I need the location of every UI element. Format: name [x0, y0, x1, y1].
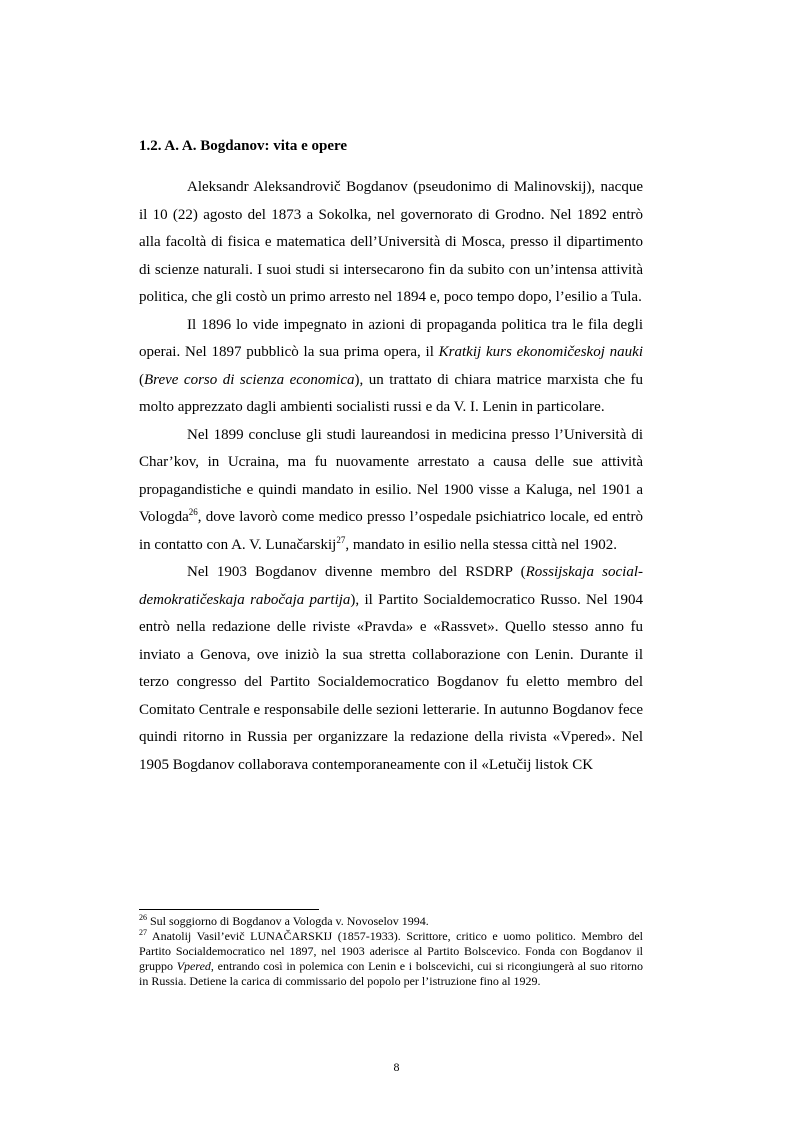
footnote-ref-27[interactable]: 27	[336, 534, 346, 545]
footnote-number: 27	[139, 928, 147, 937]
footnotes	[139, 914, 643, 989]
footnote-number: 26	[139, 913, 147, 922]
footnote-26-text: Sul soggiorno di Bogdanov a Vologda v. Novoselov 1994.	[147, 914, 429, 928]
paragraph-2-text-b: (	[139, 371, 144, 388]
paragraph-2-text-a: Il 1896 lo vide impegnato in azioni di propaganda politica tra le fila degli operai. Nel 1897 pubblicò la sua prima opera, il	[139, 316, 643, 360]
section-heading: 1.2. A. A. Bogdanov: vita e opere	[139, 138, 348, 154]
paragraph-3-text-a: Nel 1899 concluse gli studi laureandosi in medicina presso l’Università di Char’kov, in Ucraina, ma fu nuovamente arrestato a causa delle sue attività propagandistiche e quindi mandato in esilio. Nel 1900 visse a Kaluga, nel 1901 a Vologda	[139, 426, 643, 525]
paragraph-3-text-b: , dove lavorò come medico presso l’ospedale psichiatrico locale, ed entrò in contatto con A. V. Lunačarskij	[139, 509, 643, 553]
paragraph-3-text-c: , mandato in esilio nella stessa città nel 1902.	[345, 536, 617, 553]
body-text	[139, 174, 643, 779]
footnote-27-text-a: Anatolij Vasil’evič LUNAČARSKIJ (1857-1933). Scrittore, critico e uomo politico. Membro del Partito Socialdemocratico nel 1897, nel 1903 aderisce al Partito Bolscevico. Fonda con Bogdanov il gruppo	[139, 929, 643, 973]
paragraph-2-text-c: ), un trattato di chiara matrice marxista che fu molto apprezzato dagli ambienti socialisti russi e da V. I. Lenin in particolare.	[139, 371, 643, 415]
paragraph-1-text: Aleksandr Aleksandrovič Bogdanov (pseudonimo di Malinovskij), nacque il 10 (22) agosto del 1873 a Sokolka, nel governorato di Grodno. Nel 1892 entrò alla facoltà di fisica e matematica dell’Università di Mosca, presso il dipartimento di scienze naturali. I suoi studi si intersecarono fin da subito con un’intensa attività politica, che gli costò un primo arresto nel 1894 e, poco tempo dopo, l’esilio a Tula.	[139, 179, 643, 305]
footnote-27	[139, 929, 643, 989]
paragraph-1	[139, 174, 643, 312]
book-title-italian: Breve corso di scienza economica	[144, 371, 355, 388]
footnote-ref-26[interactable]: 26	[188, 507, 198, 517]
footnote-26	[139, 914, 643, 929]
paragraph-4-text-a: Nel 1903 Bogdanov divenne membro del RSDRP (	[187, 564, 526, 580]
page-number: 8	[393, 1060, 400, 1074]
paragraph-4-text-b: ), il Partito Socialdemocratico Russo. Nel 1904 entrò nella redazione delle riviste «Pravda» e «Rassvet». Quello stesso anno fu inviato a Genova, ove iniziò la sua stretta collaborazione con Lenin. Durante il terzo congresso del Partito Socialdemocratico Bogdanov fu eletto membro del Comitato Centrale e responsabile delle sezioni letterarie. In autunno Bogdanov fece quindi ritorno in Russia per organizzare la redazione della rivista «Vpered». Nel 1905 Bogdanov collaborava contemporaneamente con il «Letučij listok CK	[139, 591, 643, 773]
paragraph-4	[139, 559, 643, 779]
page-content	[139, 131, 643, 779]
party-name-russian: Rossijskaja social-demokratičeskaja rabočaja partija	[139, 564, 643, 608]
paragraph-3	[139, 422, 643, 560]
book-title-russian: Kratkij kurs ekonomičeskoj nauki	[438, 344, 643, 360]
footnote-separator	[139, 909, 319, 910]
group-name-vpered: Vpered	[176, 959, 211, 973]
paragraph-2	[139, 312, 643, 422]
footnote-27-text-b: , entrando così in polemica con Lenin e i bolscevichi, cui si ricongiungerà al suo ritorno in Russia. Detiene la carica di commissario del popolo per l’istruzione fino al 1929.	[139, 959, 644, 988]
